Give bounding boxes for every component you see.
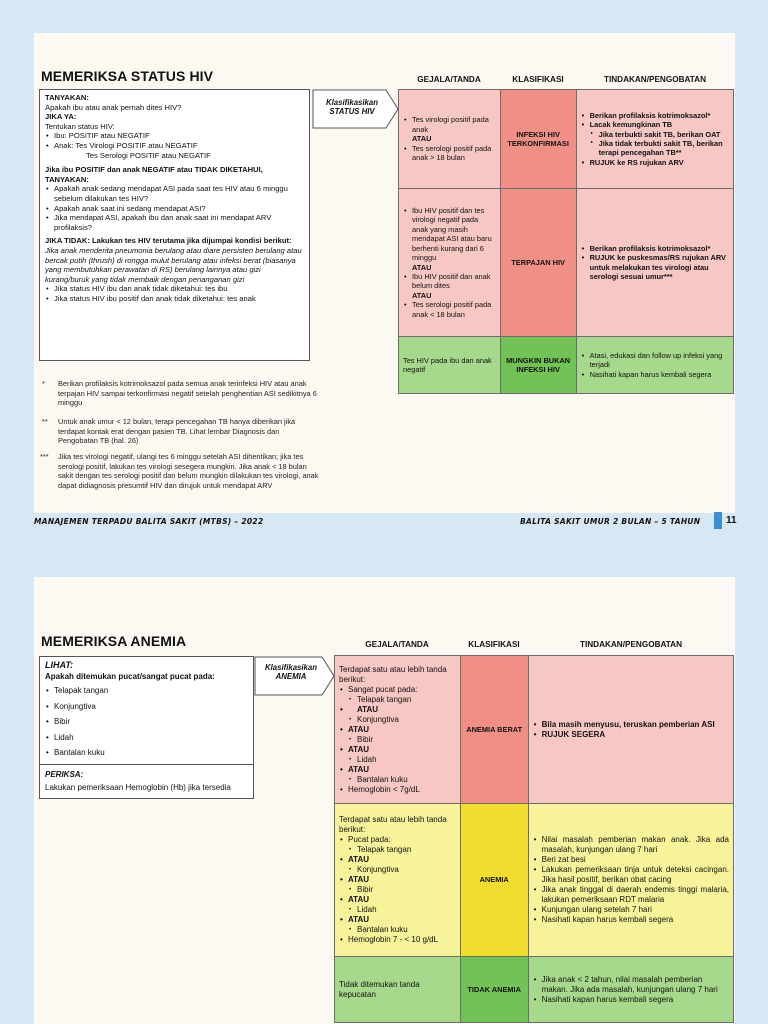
footer-right: BALITA SAKIT UMUR 2 BULAN – 5 TAHUN — [520, 517, 701, 526]
footnote: ** Untuk anak umur < 12 bulan, terapi pencegahan TB hanya diberikan jika terdapat kontak erat dengan pasien TB. Lihat lembar Diagnosis dan Pengobatan TB (hal. 26) — [42, 417, 296, 446]
label-jika-ya: JIKA YA: — [45, 112, 77, 122]
list-item: • Lidah — [45, 730, 248, 746]
list-item: • Telapak tangan — [45, 683, 248, 699]
klasifikasi-cell: TERPAJAN HIV — [500, 189, 576, 337]
list-item: • Bantalan kuku — [45, 745, 248, 761]
tindakan-cell: • Nilai masalah pemberian makan anak. Jika ada masalah, kunjungan ulang 7 hari • Beri zat besi • Lakukan pemeriksaan tinja untuk deteksi cacingan. Jika hasil positif, berikan obat cacing • Jika anak tinggal di daerah endemis tinggi malaria, lakukan pemeriksaan RDT malaria • Kunjungan ulang setelah 7 hari • Nasihati kapan harus kembali segera — [528, 804, 733, 957]
classify-label: Klasifikasikan STATUS HIV — [325, 98, 378, 117]
anemia-classification-table — [334, 655, 734, 1023]
label-jika-ibu: Jika ibu POSITIF dan anak NEGATIF atau TIDAK DIKETAHUI, — [45, 165, 263, 175]
anemia-assessment-box — [39, 656, 254, 799]
condition-text: Jika anak menderita pneumonia berulang atau diare persisten berulang atau bercak putih (thrush) di rongga mulut berulang atau infeksi berat (biasanya yang membutuhkan perawatan di RS) berulang lainnya atau gizi kurang/buruk yang tidak membaik dengan penanganan gizi — [45, 245, 302, 284]
footnote: * Berikan profilaksis kotrimoksazol pada semua anak terinfeksi HIV atau anak terpajan HIV sampai terkonfirmasi negatif setelah penghentian ASI sedikitnya 6 minggu — [42, 379, 317, 408]
classify-label: Klasifikasikan ANEMIA — [264, 663, 317, 682]
question-text: Apakah ibu atau anak pernah dites HIV? — [45, 102, 182, 112]
column-header-klasifikasi: KLASIFIKASI — [468, 640, 520, 649]
tindakan-cell: • Berikan profilaksis kotrimoksazol* • Lacak kemungkinan TB • Jika terbukti sakit TB, berikan OAT • Jika tidak terbukti sakit TB, berikan terapi pencegahan TB** • RUJUK ke RS rujukan ARV — [576, 90, 733, 189]
gejala-cell: Tes HIV pada ibu dan anak negatif — [399, 337, 501, 394]
gejala-cell: • Tes virologi positif pada anak ATAU • Tes serologi positif pada anak > 18 bulan — [399, 90, 501, 189]
table-row — [335, 656, 734, 804]
instruction-text: Tentukan status HIV: — [45, 121, 115, 131]
gejala-cell: • Ibu HIV positif dan tes virologi negatif pada anak yang masih mendapat ASI atau baru berhenti kurang dari 6 minggu ATAU • Ibu HIV positif dan anak belum dites ATAU • Tes serologi positif pada anak < 18 bulan — [399, 189, 501, 337]
klasifikasi-cell: ANEMIA — [460, 804, 528, 957]
list-item: • Konjungtiva — [45, 699, 248, 715]
label-periksa: PERIKSA: — [45, 769, 84, 779]
page-anemia — [34, 577, 735, 1024]
column-header-gejala: GEJALA/TANDA — [417, 75, 481, 84]
klasifikasi-cell: ANEMIA BERAT — [460, 656, 528, 804]
list-item: • Jika mendapat ASI, apakah ibu dan anak saat ini mendapat ARV profilaksis? — [45, 213, 304, 232]
page-number: 11 — [726, 515, 737, 526]
gejala-cell: Tidak ditemukan tanda kepucatan — [335, 957, 461, 1023]
column-header-klasifikasi: KLASIFIKASI — [512, 75, 564, 84]
hiv-assessment-box — [39, 89, 310, 361]
table-row — [399, 189, 734, 337]
tindakan-cell: • Berikan profilaksis kotrimoksazol* • RUJUK ke puskesmas/RS rujukan ARV untuk melakukan tes virologi atau serologi sesuai umur*** — [576, 189, 733, 337]
column-header-gejala: GEJALA/TANDA — [365, 640, 429, 649]
column-header-tindakan: TINDAKAN/PENGOBATAN — [603, 75, 707, 84]
tindakan-cell: • Atasi, edukasi dan follow up infeksi yang terjadi • Nasihati kapan harus kembali segera — [576, 337, 733, 394]
label-tanyakan: TANYAKAN: — [45, 93, 89, 102]
list-item: • Jika status HIV ibu dan anak tidak diketahui: tes ibu — [45, 284, 304, 294]
page-title: MEMERIKSA STATUS HIV — [41, 68, 214, 84]
list-item-continuation: Tes Serologi POSITIF atau NEGATIF — [86, 150, 211, 160]
page-title: MEMERIKSA ANEMIA — [41, 633, 187, 649]
tindakan-cell: • Bila masih menyusu, teruskan pemberian ASI • RUJUK SEGERA — [528, 656, 733, 804]
footer-left: MANAJEMEN TERPADU BALITA SAKIT (MTBS) – 2022 — [34, 517, 264, 526]
table-row — [335, 957, 734, 1023]
list-item: • Anak: Tes Virologi POSITIF atau NEGATIF — [45, 141, 304, 151]
question-text: Apakah ditemukan pucat/sangat pucat pada: — [45, 672, 215, 681]
instruction-text: Lakukan pemeriksaan Hemoglobin (Hb) jika tersedia — [45, 782, 231, 792]
footnote: *** Jika tes virologi negatif, ulangi tes 6 minggu setelah ASI dihentikan; jika tes serologi positif, lakukan tes virologi sesegera mungkin. Jika anak < 18 bulan sakit dengan tes serologi positif dan belum mungkin dilakukan tes virologi, anak dapat didiagnosis presumtif HIV dan dirujuk untuk mendapat ARV — [40, 452, 319, 490]
list-item: • Jika status HIV ibu positif dan anak tidak diketahui: tes anak — [45, 294, 304, 304]
hiv-classification-table — [398, 89, 734, 394]
label-jika-tidak: JIKA TIDAK: Lakukan tes HIV terutama jika dijumpai kondisi berikut: — [45, 236, 292, 246]
list-item: • Apakah anak sedang mendapat ASI pada saat tes HIV atau 6 minggu sebelum dilakukan tes HIV? — [45, 184, 304, 203]
table-row — [335, 804, 734, 957]
label-lihat: LIHAT: — [45, 660, 74, 670]
table-row — [399, 90, 734, 189]
list-item: • Ibu: POSITIF atau NEGATIF — [45, 131, 304, 141]
klasifikasi-cell: MUNGKIN BUKAN INFEKSI HIV — [500, 337, 576, 394]
klasifikasi-cell: TIDAK ANEMIA — [460, 957, 528, 1023]
label-tanyakan: TANYAKAN: — [45, 174, 89, 184]
klasifikasi-cell: INFEKSI HIV TERKONFIRMASI — [500, 90, 576, 189]
tindakan-cell: • Jika anak < 2 tahun, nilai masalah pemberian makan. Jika ada masalah, kunjungan ulang 7 hari • Nasihati kapan harus kembali segera — [528, 957, 733, 1023]
page-marker-icon — [714, 512, 722, 529]
gejala-cell: Terdapat satu atau lebih tanda berikut: • Sangat pucat pada: • Telapak tangan • ATAU • Konjungtiva • ATAU • Bibir • ATAU • Lidah • ATAU • Bantalan kuku • Hemoglobin < 7g/dL — [335, 656, 461, 804]
table-row — [399, 337, 734, 394]
list-item: • Bibir — [45, 714, 248, 730]
list-item: • Apakah anak saat ini sedang mendapat ASI? — [45, 204, 304, 214]
gejala-cell: Terdapat satu atau lebih tanda berikut: • Pucat pada: • Telapak tangan • ATAU • Konjungtiva • ATAU • Bibir • ATAU • Lidah • ATAU • Bantalan kuku • Hemoglobin 7 - < 10 g/dL — [335, 804, 461, 957]
column-header-tindakan: TINDAKAN/PENGOBATAN — [579, 640, 683, 649]
